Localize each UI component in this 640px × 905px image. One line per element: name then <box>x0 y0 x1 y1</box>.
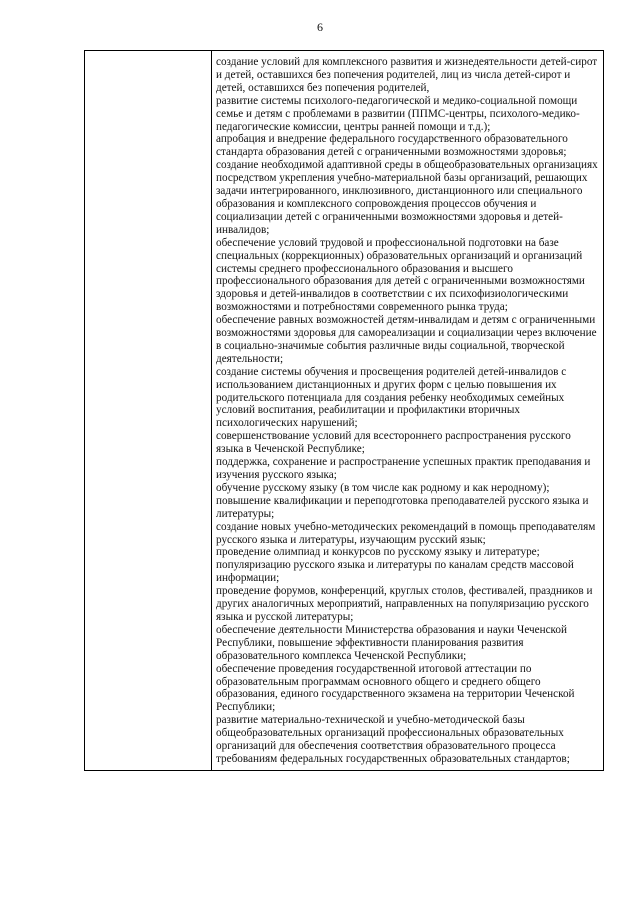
list-item: обучение русскому языку (в том числе как родному и как неродному); <box>216 481 550 494</box>
list-item: создание новых учебно-методических рекомендаций в помощь преподавателям русского языка и литературы, изучающим русский язык; <box>216 520 596 546</box>
list-item: создание необходимой адаптивной среды в общеобразовательных организациях посредством укрепления учебно-материальной базы организаций, решающих задачи интегрированного, инклюзивного, дистанционного или специального образования и комплексного сопровождения процессов обучения и социализации детей с ограниченными возможностями здоровья и детей-инвалидов; <box>216 159 598 236</box>
table-right-cell <box>212 51 604 771</box>
document-table <box>84 50 604 771</box>
list-item: развитие материально-технической и учебно-методической базы общеобразовательных организаций профессиональных образовательных организаций для обеспечения соответствия образовательного процесса требованиям федеральных государственных образовательных стандартов; <box>216 714 570 765</box>
list-item: обеспечение условий трудовой и профессиональной подготовки на базе специальных (коррекционных) образовательных организаций и организаций системы среднего профессионального образования и высшего профессионального образования для детей с ограниченными возможностями здоровья и детей-инвалидов в соответствии с их психофизиологическими возможностями и потребностями современного рынка труда; <box>216 236 585 314</box>
table-left-cell <box>85 51 212 771</box>
list-item: совершенствование условий для всестороннего распространения русского языка в Чеченской Республике; <box>216 430 571 456</box>
table-row <box>85 51 604 771</box>
list-item: проведение форумов, конференций, круглых столов, фестивалей, праздников и других аналогичных мероприятий, направленных на популяризацию русского языка и русской литературы; <box>216 585 593 623</box>
list-item: развитие системы психолого-педагогической и медико-социальной помощи семье и детям с проблемами в развитии (ППМС-центры, психолого-медико-педагогические комиссии, центры ранней помощи и т.д.); <box>216 94 580 133</box>
list-item: обеспечение проведения государственной итоговой аттестации по образовательным программам основного общего и среднего общего образования, единого государственного экзамена на территории Чеченской Республики; <box>216 662 575 714</box>
page-number: 6 <box>317 20 323 34</box>
list-item: проведение олимпиад и конкурсов по русскому языку и литературе; <box>216 546 540 559</box>
list-item: создание условий для комплексного развития и жизнедеятельности детей-сирот и детей, оставшихся без попечения родителей, лиц из числа детей-сирот и детей, оставшихся без попечения родителей, <box>216 56 598 94</box>
list-item: повышение квалификации и переподготовка преподавателей русского языка и литературы; <box>216 494 589 520</box>
list-item: обеспечение равных возможностей детям-инвалидам и детям с ограниченными возможностями здоровья для самореализации и социализации через включение в социально-значимые события различные виды социальной, творческой деятельности; <box>216 314 597 365</box>
list-item: апробация и внедрение федерального государственного образовательного стандарта образования детей с ограниченными возможностями здоровья; <box>216 133 568 159</box>
list-item: создание системы обучения и просвещения родителей детей-инвалидов с использованием дистанционных и других форм с целью повышения их родительского потенциала для создания ребенку необходимых семейных условий воспитания, реабилитации и профилактики вторичных психологических нарушений; <box>216 365 567 430</box>
list-item: обеспечение деятельности Министерства образования и науки Чеченской Республики, повышение эффективности планирования развития образовательного комплекса Чеченской Республики; <box>216 623 568 662</box>
list-item: популяризацию русского языка и литературы по каналам средств массовой информации; <box>216 559 574 585</box>
list-item: поддержка, сохранение и распространение успешных практик преподавания и изучения русского языка; <box>216 456 591 481</box>
